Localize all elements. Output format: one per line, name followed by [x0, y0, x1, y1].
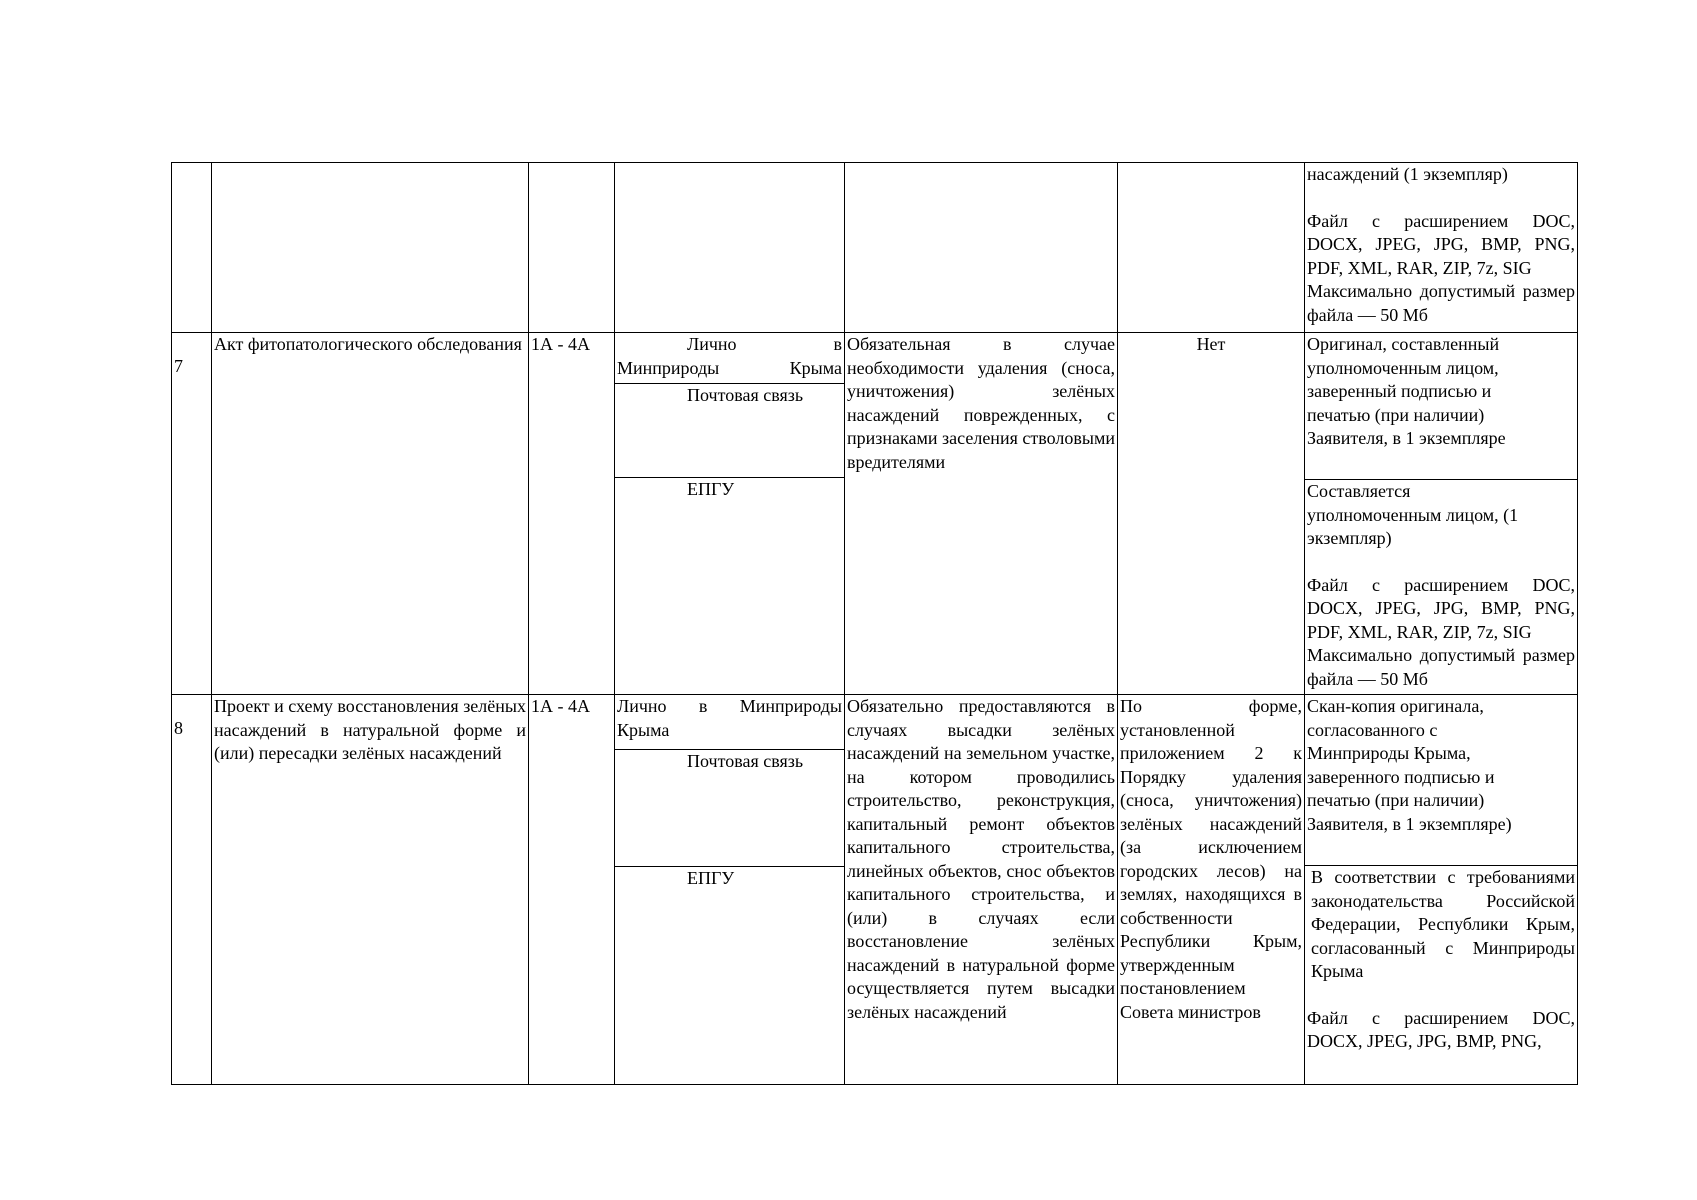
file-formats-text: Файл с расширением DOC, DOCX, JPEG, JPG, BMP, PNG, — [1307, 1007, 1575, 1051]
channel-post: Почтовая связь — [615, 384, 844, 478]
table-row — [172, 163, 1578, 333]
row-number-cell: 8 — [172, 695, 212, 1085]
channels-cell — [615, 695, 845, 1085]
channel-in-person: Лично в Минприроды Крыма — [615, 695, 844, 750]
condition-cell: Обязательно предоставляются в случаях высадки зелёных насаждений на земельном участке, на котором проводились строительство, реконструкция, капитальный ремонт объектов капитального строительства, линейных объектов, снос объектов капитального строительства, и (или) в случаях если восстановление зелёных насаждений в натуральной форме осуществляется путем высадки зелёных насаждений — [845, 695, 1118, 1085]
channel-epgu: ЕПГУ — [687, 479, 735, 499]
requirement-electronic: Составляется уполномоченным лицом, (1 экземпляр) Файл с расширением DOC, DOCX, JPEG, JPG, BMP, PNG, PDF, XML, RAR, ZIP, 7z, SIG Максимально допустимый размер файла — 50 Мб — [1305, 480, 1577, 693]
table-row — [172, 695, 1578, 1085]
document-name-cell: Акт фитопатологического обследования — [212, 333, 529, 695]
requirement-electronic: В соответствии с требованиями законодательства Российской Федерации, Республики Крым, согласованный с Минприроды Крыма Файл с расширением DOC, DOCX, JPEG, JPG, BMP, PNG, — [1305, 866, 1577, 1082]
requirements-cell — [1305, 333, 1578, 695]
condition-cell — [845, 163, 1118, 333]
requirement-original: Оригинал, составленный уполномоченным лицом, заверенный подписью и печатью (при наличии) Заявителя, в 1 экземпляре — [1305, 333, 1577, 480]
requirements-cell — [1305, 163, 1578, 333]
requirement-text: насаждений (1 экземпляр) — [1307, 164, 1508, 184]
category-cell — [529, 163, 615, 333]
form-cell: По форме, установленной приложением 2 к Порядку удаления (сноса, уничтожения) зелёных насаждений (за исключением городских лесов) на землях, находящихся в собственности Республики Крым, утвержденным постановлением Совета министров — [1118, 695, 1305, 1085]
document-name-cell — [212, 163, 529, 333]
documents-table — [171, 162, 1578, 1085]
row-number-cell — [172, 163, 212, 333]
category-cell: 1А - 4А — [529, 333, 615, 695]
channel-in-person: Лично в Минприроды Крыма — [615, 333, 844, 384]
file-formats-text: Файл с расширением DOC, DOCX, JPEG, JPG, BMP, PNG, PDF, XML, RAR, ZIP, 7z, SIG — [1307, 210, 1575, 278]
table-row — [172, 333, 1578, 695]
form-cell: Нет — [1118, 333, 1305, 695]
max-size-text: Максимально допустимый размер файла — 50 Мб — [1307, 645, 1575, 689]
form-cell — [1118, 163, 1305, 333]
file-formats-text: Файл с расширением DOC, DOCX, JPEG, JPG, BMP, PNG, PDF, XML, RAR, ZIP, 7z, SIG — [1307, 574, 1575, 642]
row-number-cell: 7 — [172, 333, 212, 695]
channel-epgu: ЕПГУ — [687, 868, 735, 888]
document-name-cell: Проект и схему восстановления зелёных насаждений в натуральной форме и (или) пересадки зелёных насаждений — [212, 695, 529, 1085]
category-cell: 1А - 4А — [529, 695, 615, 1085]
condition-cell: Обязательная в случае необходимости удаления (сноса, уничтожения) зелёных насаждений поврежденных, с признаками заселения стволовыми вредителями — [845, 333, 1118, 695]
requirements-cell — [1305, 695, 1578, 1085]
channels-cell — [615, 163, 845, 333]
channels-cell — [615, 333, 845, 695]
requirement-scan: Скан-копия оригинала, согласованного с Минприроды Крыма, заверенного подписью и печатью (при наличии) Заявителя, в 1 экземпляре) — [1305, 695, 1577, 866]
max-size-text: Максимально допустимый размер файла — 50 Мб — [1307, 281, 1575, 325]
channel-post: Почтовая связь — [615, 750, 844, 867]
